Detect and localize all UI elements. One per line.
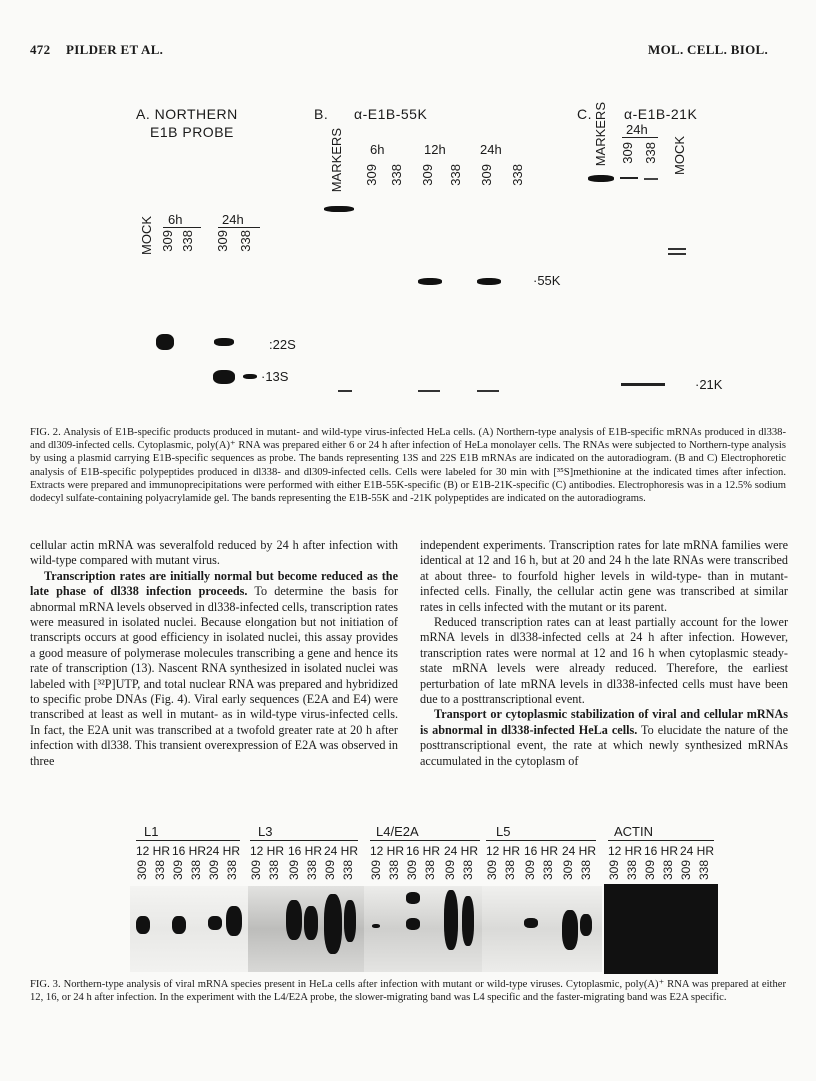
fig3-band xyxy=(208,916,222,930)
fig3-lane-309: 309 xyxy=(561,860,575,881)
body-left-p1: cellular actin mRNA was severalfold reduced by 24 h after infection with wild-type compared with mutant virus. xyxy=(30,538,398,568)
panel-a-label-22s: :22S xyxy=(269,337,296,352)
fig3-actin-tp-16: 16 HR xyxy=(644,844,679,858)
panel-a-tp-24h: 24h xyxy=(222,212,244,227)
body-right-p3 xyxy=(420,707,788,769)
panel-c-mid-band xyxy=(668,253,686,255)
fig3-lane-338: 338 xyxy=(305,860,319,881)
fig3-group-l1: L1 xyxy=(144,824,159,839)
panel-b-bottom-band xyxy=(418,390,440,392)
fig3-group-l4e2a: L4/E2A xyxy=(376,824,419,839)
panel-a-title-line1: A. NORTHERN xyxy=(136,106,238,122)
fig3-lane-338: 338 xyxy=(189,860,203,881)
panel-b-lane-309-24h: 309 xyxy=(479,164,494,186)
panel-a-label-13s: ·13S xyxy=(261,369,289,384)
panel-c-markers: MARKERS xyxy=(593,102,608,167)
panel-b-lane-338-12h: 338 xyxy=(448,164,463,186)
fig3-lane-309: 309 xyxy=(287,860,301,881)
fig3-group-underline xyxy=(250,840,358,841)
panel-c-24h-underline xyxy=(622,137,658,138)
fig3-band xyxy=(406,892,420,904)
fig3-lane-338: 338 xyxy=(697,860,711,881)
body-right-p3-text: To elucidate the nature of the posttranscriptional event, the rate at which newly synthesized mRNAs accumulated in the cytoplasm of xyxy=(420,722,788,768)
panel-c-title: C. xyxy=(577,106,592,122)
panel-b-band-55k-12h xyxy=(418,278,442,285)
panel-c-lane-309: 309 xyxy=(620,142,635,164)
fig3-group-underline xyxy=(486,840,596,841)
panel-a-band-22s-24h xyxy=(214,338,234,346)
panel-a-band-13s-338 xyxy=(243,374,257,379)
fig3-lane-309: 309 xyxy=(607,860,621,881)
panel-b-marker-band xyxy=(324,206,354,212)
fig3-l5-tp-12: 12 HR xyxy=(486,844,521,858)
fig3-actin-tp-24: 24 HR xyxy=(680,844,715,858)
fig3-lane-338: 338 xyxy=(387,860,401,881)
fig3-band xyxy=(524,918,538,928)
fig3-lane-338: 338 xyxy=(661,860,675,881)
fig3-band xyxy=(226,906,242,936)
fig3-band xyxy=(562,910,578,950)
fig3-l4-tp-24: 24 HR xyxy=(444,844,479,858)
fig3-l1-tp-12: 12 HR xyxy=(136,844,171,858)
fig3-lane-309: 309 xyxy=(135,860,149,881)
panel-b-antibody: α-E1B-55K xyxy=(354,106,428,122)
fig3-l3-tp-12: 12 HR xyxy=(250,844,285,858)
panel-a-lane-338-24h: 338 xyxy=(238,230,253,252)
fig3-l3-tp-24: 24 HR xyxy=(324,844,359,858)
panel-a-lane-mock: MOCK xyxy=(139,216,154,255)
fig3-l4-tp-16: 16 HR xyxy=(406,844,441,858)
panel-c-label-21k: ·21K xyxy=(695,377,723,392)
figure-2-caption: FIG. 2. Analysis of E1B-specific products produced in mutant- and wild-type virus-infected HeLa cells. (A) Northern-type analysis of E1B-specific mRNAs produced in dl338- and dl309-infected cells. Cytoplasmic, poly(A)⁺ RNA was prepared either 6 or 24 h after infection of HeLa monolayer cells. The RNAs were subjected to Northern-type analysis by using a plasmid carrying E1B-specific sequences as probe. The bands representing 13S and 22S E1B mRNAs are indicated on the autoradiogram. (B and C) Electrophoretic analysis of E1B-specific polypeptides produced in dl338- and dl309-infected cells. Cells were labeled for 30 min with [³⁵S]methionine at the indicated times after infection. Extracts were prepared and immunoprecipitations were performed with either E1B-55K-specific (B) or E1B-21K-specific (C) antibodies. Electrophoresis was in a 12.5% sodium dodecyl sulfate-containing polyacrylamide gel. The bands representing the E1B-55K and -21K polypeptides are indicated on the autoradiograms. xyxy=(30,427,786,505)
panel-a-tp-6h: 6h xyxy=(168,212,183,227)
section-heading-transport: Transport or cytoplasmic stabilization of viral and cellular mRNAs is abnormal in dl338-infected HeLa cells. xyxy=(420,707,788,737)
panel-b-bottom-band xyxy=(477,390,499,392)
fig3-band xyxy=(136,916,150,934)
fig3-band xyxy=(580,914,592,936)
fig3-band xyxy=(286,900,302,940)
fig3-lane-338: 338 xyxy=(267,860,281,881)
panel-b-lane-338-6h: 338 xyxy=(389,164,404,186)
panel-a-lane-338-6h: 338 xyxy=(180,230,195,252)
panel-a-24h-underline xyxy=(218,227,260,228)
fig3-lane-309: 309 xyxy=(485,860,499,881)
panel-b-tp-12h: 12h xyxy=(424,142,446,157)
panel-c-tp-24h: 24h xyxy=(626,122,648,137)
fig3-lane-309: 309 xyxy=(171,860,185,881)
fig3-lane-309: 309 xyxy=(643,860,657,881)
panel-c-band-309 xyxy=(620,177,638,179)
fig3-l5-tp-16: 16 HR xyxy=(524,844,559,858)
figure-3 xyxy=(120,824,730,974)
fig3-band xyxy=(444,890,458,950)
fig3-l4-tp-12: 12 HR xyxy=(370,844,405,858)
running-authors: PILDER ET AL. xyxy=(66,42,164,57)
panel-a-lane-309-24h: 309 xyxy=(215,230,230,252)
fig3-l1-tp-16: 16 HR xyxy=(172,844,207,858)
fig3-l1-tp-24: 24 HR xyxy=(206,844,241,858)
fig3-band xyxy=(324,894,342,954)
fig3-blot-actin xyxy=(604,884,718,974)
panel-b-title: B. xyxy=(314,106,329,122)
panel-b-lane-309-12h: 309 xyxy=(420,164,435,186)
fig3-band xyxy=(344,900,356,942)
panel-c-lane-mock: MOCK xyxy=(672,136,687,175)
panel-c-antibody: α-E1B-21K xyxy=(624,106,698,122)
body-left-p2 xyxy=(30,569,398,769)
fig3-lane-338: 338 xyxy=(153,860,167,881)
body-right-column xyxy=(420,538,788,769)
fig3-lane-338: 338 xyxy=(225,860,239,881)
fig3-lane-338: 338 xyxy=(461,860,475,881)
body-left-p2-text: To determine the basis for abnormal mRNA levels observed in dl338-infected cells, transcription rates were measured in isolated nuclei. Because elongation but not initiation of transcripts occurs at good efficiency in isolated nuclei, this assay provides a good measure of polymerase molecules transcribing a gene and hence its rate of transcription (13). Nascent RNA synthesized in isolated nuclei was labeled with [³²P]UTP, and total nuclear RNA was prepared and hybridized to specific probe DNAs (Fig. 4). Viral early sequences (E2A and E4) were transcribed at least as well in mutant- as in wild-type virus-infected cells. In fact, the E2A unit was transcribed at a twofold greater rate at 20 h after infection with dl338. This transient overexpression of E2A was observed in three xyxy=(30,584,399,768)
fig3-group-underline xyxy=(136,840,240,841)
body-right-p2: Reduced transcription rates can at least partially account for the lower mRNA levels in dl338-infected cells at 24 h after infection. However, transcription rates were normal at 12 and 16 h when cytoplasmic steady-state mRNA levels were already reduced. Therefore, the earliest perturbation of late mRNA levels in dl338-infected cells must have been due to a posttranscriptional event. xyxy=(420,615,788,707)
fig3-band xyxy=(304,906,318,940)
fig3-group-l3: L3 xyxy=(258,824,273,839)
fig3-band xyxy=(462,896,474,946)
panel-c-mid-band xyxy=(668,248,686,250)
fig3-group-underline xyxy=(370,840,480,841)
fig3-group-underline xyxy=(608,840,714,841)
fig3-l3-tp-16: 16 HR xyxy=(288,844,323,858)
fig3-actin-tp-12: 12 HR xyxy=(608,844,643,858)
fig3-lane-338: 338 xyxy=(625,860,639,881)
panel-c-band-21k xyxy=(621,383,665,386)
body-right-p1: independent experiments. Transcription rates for late mRNA families were identical at 12 and 16 h, but at 20 and 24 h the late RNAs were transcribed at about three- to fourfold higher levels in wild-type- than in mutant-infected cells. Finally, the cellular actin gene was transcribed at similar rates in cells infected with the mutant or its parent. xyxy=(420,538,788,614)
panel-b-lane-338-24h: 338 xyxy=(510,164,525,186)
fig3-band xyxy=(406,918,420,930)
fig3-band xyxy=(372,924,380,928)
fig3-lane-338: 338 xyxy=(503,860,517,881)
panel-a-band-22s-6h xyxy=(156,334,174,350)
body-left-column xyxy=(30,538,398,769)
page-number: 472 xyxy=(30,42,51,57)
fig3-lane-309: 309 xyxy=(369,860,383,881)
figure-3-caption: FIG. 3. Northern-type analysis of viral mRNA species present in HeLa cells after infection with mutant or wild-type viruses. Cytoplasmic, poly(A)⁺ RNA was prepared at either 12, 16, or 24 h after infection. In the experiment with the L4/E2A probe, the slower-migrating band was L4 specific and the faster-migrating band was E2A specific. xyxy=(30,979,786,1004)
figure-2 xyxy=(28,88,788,418)
fig3-lane-338: 338 xyxy=(341,860,355,881)
panel-b-bottom-band xyxy=(338,390,352,392)
fig3-lane-309: 309 xyxy=(523,860,537,881)
fig3-group-actin: ACTIN xyxy=(614,824,653,839)
fig3-lane-338: 338 xyxy=(579,860,593,881)
fig3-lane-309: 309 xyxy=(323,860,337,881)
section-heading-transcription: Transcription rates are initially normal but become reduced as the late phase of dl338 infection proceeds. xyxy=(30,568,398,599)
panel-b-lane-309-6h: 309 xyxy=(364,164,379,186)
fig3-l5-tp-24: 24 HR xyxy=(562,844,597,858)
fig3-lane-309: 309 xyxy=(443,860,457,881)
panel-a-lane-309-6h: 309 xyxy=(160,230,175,252)
panel-a-band-13s-309 xyxy=(213,370,235,384)
panel-c-marker-band xyxy=(588,175,614,182)
fig3-band xyxy=(172,916,186,934)
fig3-group-l5: L5 xyxy=(496,824,511,839)
fig3-lane-338: 338 xyxy=(423,860,437,881)
panel-c-lane-338: 338 xyxy=(643,142,658,164)
panel-a-title-line2: E1B PROBE xyxy=(150,124,234,140)
panel-b-band-55k-24h xyxy=(477,278,501,285)
panel-b-tp-24h: 24h xyxy=(480,142,502,157)
panel-b-markers: MARKERS xyxy=(329,128,344,193)
fig3-lane-309: 309 xyxy=(679,860,693,881)
fig3-lane-338: 338 xyxy=(541,860,555,881)
fig3-lane-309: 309 xyxy=(207,860,221,881)
panel-a-6h-underline xyxy=(163,227,201,228)
panel-b-label-55k: ·55K xyxy=(533,273,561,288)
panel-b-tp-6h: 6h xyxy=(370,142,385,157)
fig3-lane-309: 309 xyxy=(405,860,419,881)
panel-c-band-338 xyxy=(644,178,658,180)
fig3-lane-309: 309 xyxy=(249,860,263,881)
journal-name: MOL. CELL. BIOL. xyxy=(648,42,769,57)
